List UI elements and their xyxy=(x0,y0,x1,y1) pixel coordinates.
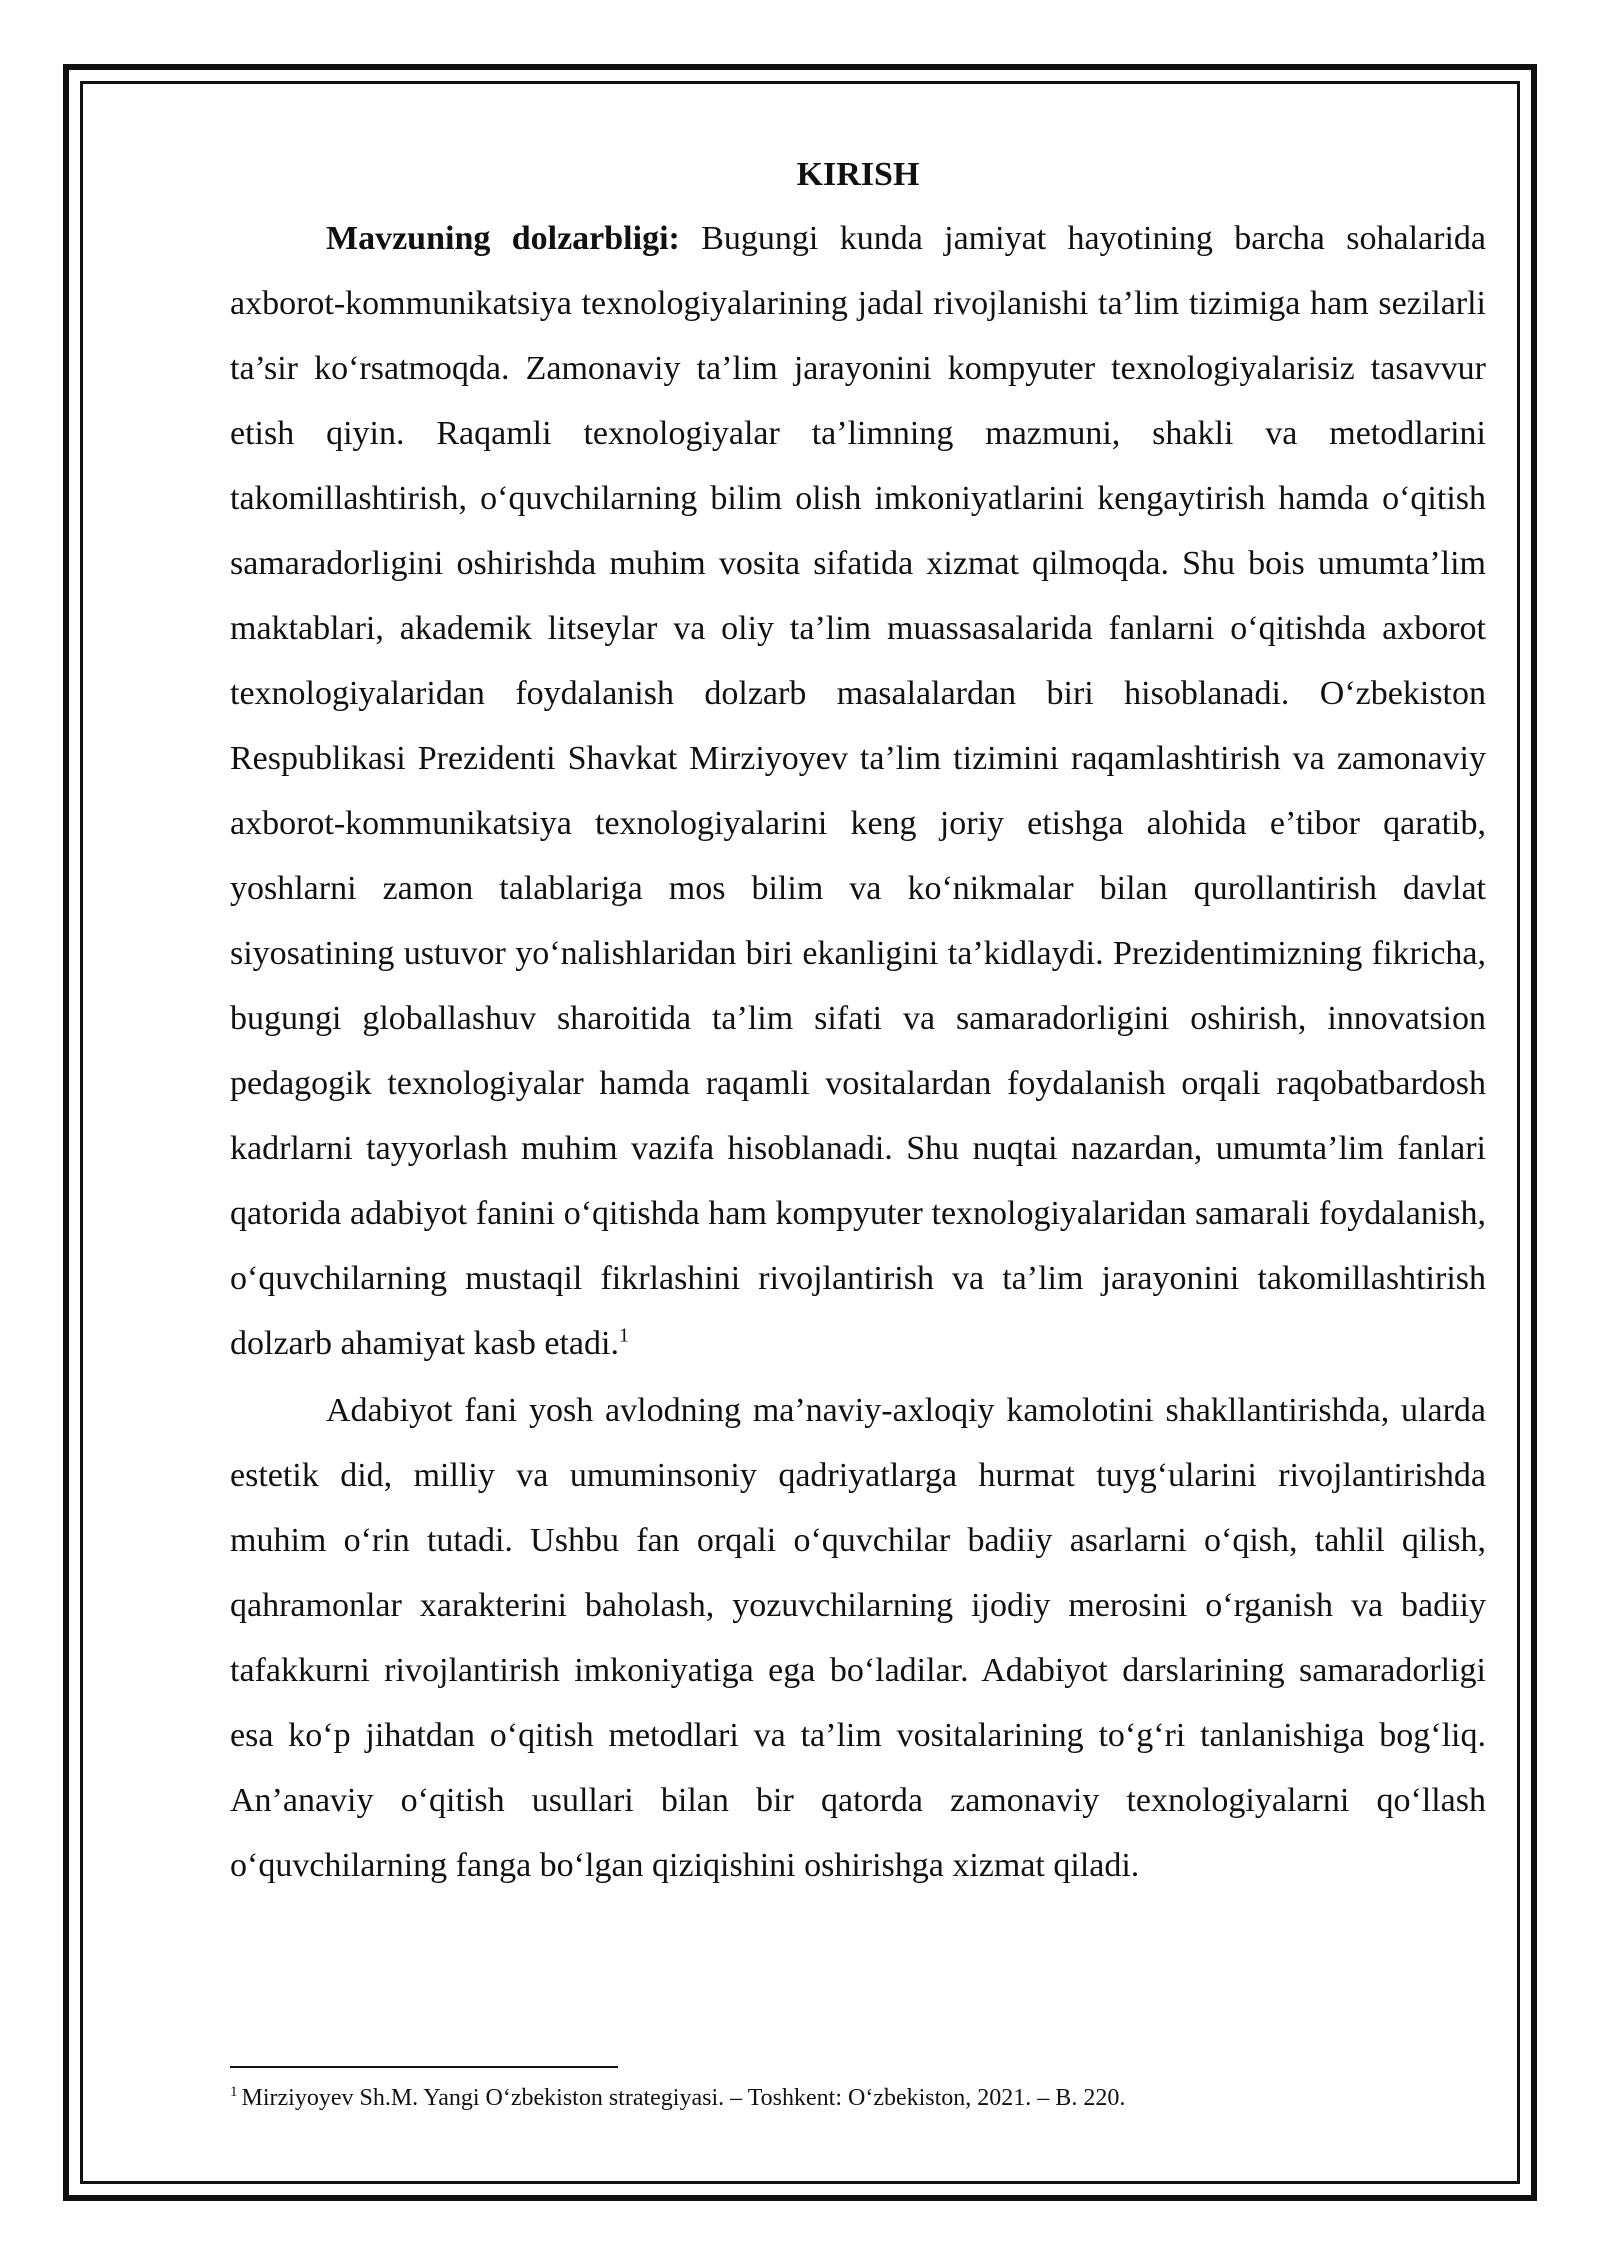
footnote-text: Mirziyoyev Sh.M. Yangi Oʻzbekiston strategiyasi. – Toshkent: Oʻzbekiston, 2021. – B. 220. xyxy=(241,2085,1126,2111)
document-body xyxy=(230,150,1486,1898)
footnote-separator xyxy=(230,2066,618,2068)
paragraph-lead: Mavzuning dolzarbligi: xyxy=(326,220,680,257)
footnote-number: 1 xyxy=(230,2084,238,2100)
footnote xyxy=(230,2082,1486,2114)
footnote-reference[interactable]: 1 xyxy=(618,1324,629,1347)
page-title: KIRISH xyxy=(796,156,920,193)
paragraph-text: Bugungi kunda jamiyat hayotining barcha sohalarida axborot-kommunikatsiya texnologiyalarining jadal rivojlanishi ta’lim tizimiga ham sezilarli ta’sir koʻrsatmoqda. Zamonaviy ta’lim jarayonini kompyuter texnologiyalarisiz tasavvur etish qiyin. Raqamli texnologiyalar ta’limning mazmuni, shakli va metodlarini takomillashtirish, oʻquvchilarning bilim olish imkoniyatlarini kengaytirish hamda oʻqitish samaradorligini oshirishda muhim vosita sifatida xizmat qilmoqda. Shu bois umumta’lim maktablari, akademik litseylar va oliy ta’lim muassasalarida fanlarni oʻqitishda axborot texnologiyalaridan foydalanish dolzarb masalalardan biri hisoblanadi. Oʻzbekiston Respublikasi Prezidenti Shavkat Mirziyoyev ta’lim tizimini raqamlashtirish va zamonaviy axborot-kommunikatsiya texnologiyalarini keng joriy etishga alohida e’tibor qaratib, yoshlarni zamon talablariga mos bilim va koʻnikmalar bilan qurollantirish davlat siyosatining ustuvor yoʻnalishlaridan biri ekanligini ta’kidlaydi. Prezidentimizning fikricha, bugungi globallashuv sharoitida ta’lim sifati va samaradorligini oshirish, innovatsion pedagogik texnologiyalar hamda raqamli vositalardan foydalanish orqali raqobatbardosh kadrlarni tayyorlash muhim vazifa hisoblanadi. Shu nuqtai nazardan, umumta’lim fanlari qatorida adabiyot fanini oʻqitishda ham kompyuter texnologiyalaridan samarali foydalanish, oʻquvchilarning mustaqil fikrlashini rivojlantirish va ta’lim jarayonini takomillashtirish dolzarb ahamiyat kasb etadi. xyxy=(230,220,1486,1362)
paragraph-literature: Adabiyot fani yosh avlodning ma’naviy-axloqiy kamolotini shakllantirishda, ularda estetik did, milliy va umuminsoniy qadriyatlarga hurmat tuygʻularini rivojlantirishda muhim oʻrin tutadi. Ushbu fan orqali oʻquvchilar badiiy asarlarni oʻqish, tahlil qilish, qahramonlar xarakterini baholash, yozuvchilarning ijodiy merosini oʻrganish va badiiy tafakkurni rivojlantirish imkoniyatiga ega boʻladilar. Adabiyot darslarining samaradorligi esa koʻp jihatdan oʻqitish metodlari va ta’lim vositalarining toʻgʻri tanlanishiga bogʻliq. An’anaviy oʻqitish usullari bilan bir qatorda zamonaviy texnologiyalarni qoʻllash oʻquvchilarning fanga boʻlgan qiziqishini oshirishga xizmat qiladi. xyxy=(230,1392,1486,1884)
paragraph-relevance xyxy=(230,206,1486,1376)
